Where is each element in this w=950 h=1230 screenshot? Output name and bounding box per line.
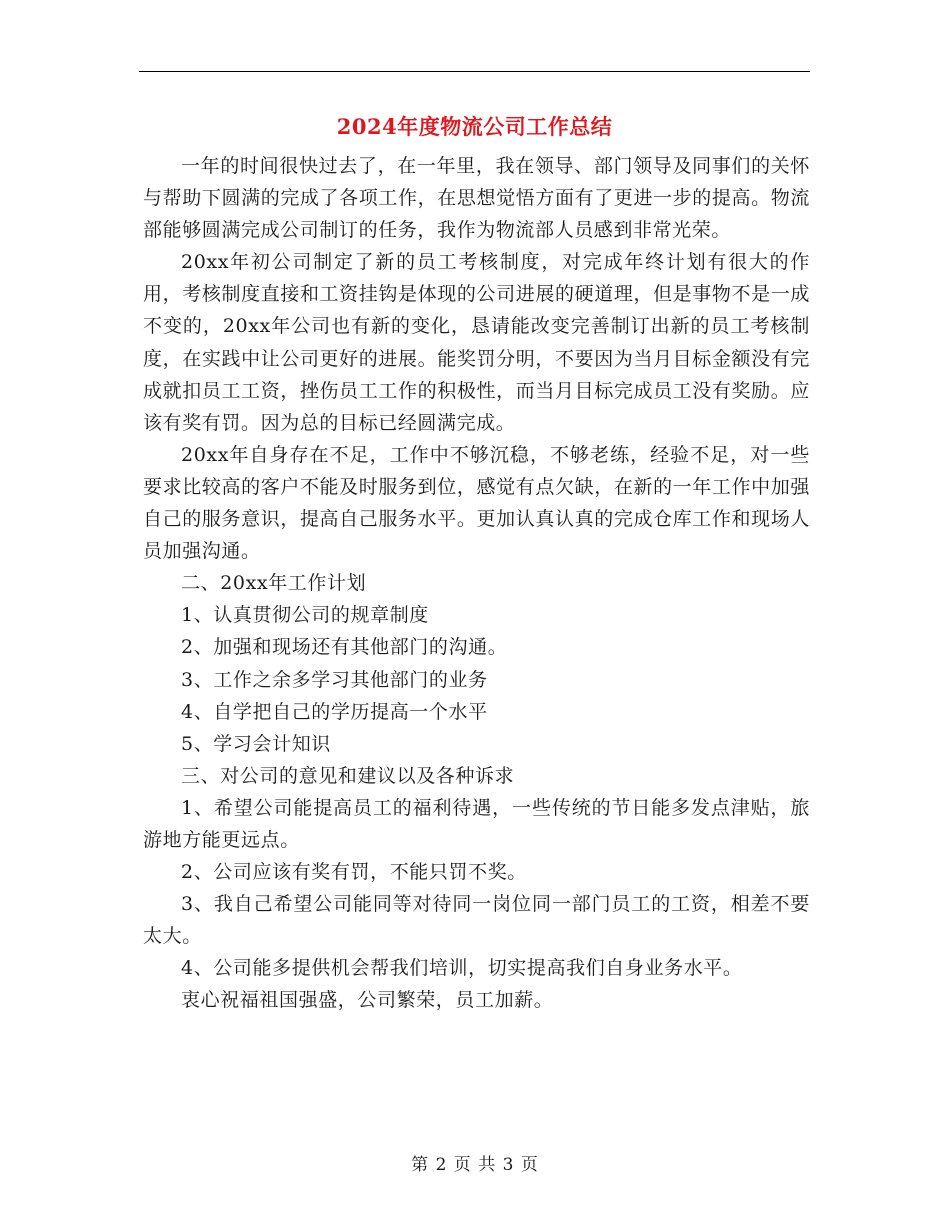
paragraph: 20xx年自身存在不足，工作中不够沉稳，不够老练，经验不足，对一些要求比较高的客户不能及时服务到位，感觉有点欠缺，在新的一年工作中加强自己的服务意识，提高自己服务水平。更加认真认真的完成仓库工作和现场人员加强沟通。	[143, 443, 810, 563]
section-heading: 二、20xx年工作计划	[181, 572, 367, 595]
page-number: 第 2 页 共 3 页	[411, 1155, 539, 1175]
section-heading: 三、对公司的意见和建议以及各种诉求	[181, 764, 515, 787]
list-item: 1、认真贯彻公司的规章制度	[181, 604, 429, 627]
document-title: 2024年度物流公司工作总结	[336, 114, 613, 139]
list-item: 4、公司能多提供机会帮我们培训，切实提高我们自身业务水平。	[181, 957, 743, 980]
list-item: 4、自学把自己的学历提高一个水平	[181, 700, 488, 723]
list-item: 1、希望公司能提高员工的福利待遇，一些传统的节日能多发点津贴，旅游地方能更远点。	[143, 796, 810, 851]
list-item: 3、工作之余多学习其他部门的业务	[181, 668, 488, 691]
list-item: 2、加强和现场还有其他部门的沟通。	[181, 636, 508, 659]
paragraph: 一年的时间很快过去了，在一年里，我在领导、部门领导及同事们的关怀与帮助下圆满的完成了各项工作，在思想觉悟方面有了更进一步的提高。物流部能够圆满完成公司制订的任务，我作为物流部人员感到非常光荣。	[143, 155, 810, 242]
document-body	[143, 150, 810, 1017]
list-item: 5、学习会计知识	[181, 732, 331, 755]
list-item: 2、公司应该有奖有罚，不能只罚不奖。	[181, 861, 527, 884]
list-item: 3、我自己希望公司能同等对待同一岗位同一部门员工的工资，相差不要太大。	[143, 893, 810, 948]
paragraph: 20xx年初公司制定了新的员工考核制度，对完成年终计划有很大的作用，考核制度直接和工资挂钩是体现的公司进展的硬道理，但是事物不是一成不变的，20xx年公司也有新的变化，恳请能改变完善制订出新的员工考核制度，在实践中让公司更好的进展。能奖罚分明，不要因为当月目标金额没有完成就扣员工工资，挫伤员工工作的积极性，而当月目标完成员工没有奖励。应该有奖有罚。因为总的目标已经圆满完成。	[143, 251, 810, 434]
header-rule	[139, 71, 810, 72]
closing-line: 衷心祝福祖国强盛，公司繁荣，员工加薪。	[181, 989, 554, 1012]
